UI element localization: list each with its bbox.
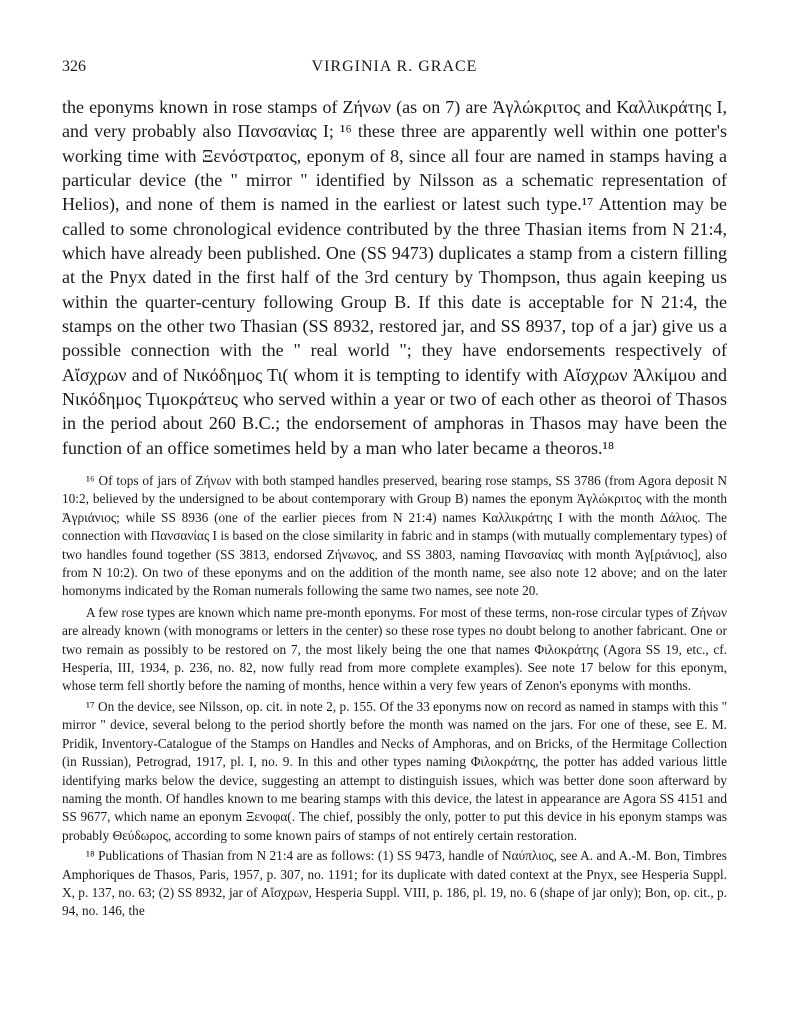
page-header (62, 58, 727, 82)
footnote-17: ¹⁷ On the device, see Nilsson, op. cit. in note 2, p. 155. Of the 33 eponyms now on record as named in stamps with this " mirror " device, several belong to the period shortly before the month was named on the jars. For one of these, see E. M. Pridik, Inventory-Catalogue of the Stamps on Handles and Necks of Amphoras, and on Bricks, of the Hermitage Collection (in Russian), Petrograd, 1917, pl. I, no. 9. In this and other types naming Φιλοκράτης, the potter has added various little identifying marks below the device, suggesting an attempt to distinguish issues, which was better done soon afterward by naming the month. Of handles known to me bearing stamps with this device, the latest in appearance are Agora SS 4151 and SS 9677, which name an eponym Ξενοφα(. The chief, possibly the only, potter to put this device in his eponym stamps was probably Θεύδωρος, according to some known pairs of stamps of not entirely certain restoration. (62, 698, 727, 843)
footnote-16: ¹⁶ Of tops of jars of Ζήνων with both stamped handles preserved, bearing rose stamps, SS 3786 (from Agora deposit N 10:2, believed by the undersigned to be about contemporary with Group B) names the eponym Ἀγλώκριτος with the month Ἀγριάνιος; while SS 8936 (one of the earlier pieces from N 21:4) names Καλλικράτης I with the month Δάλιος. The connection with Πανσανίας I is based on the close similarity in fabric and in stamps (with mutually complementary types) of two handles found together (SS 3813, endorsed Ζήνωνος, and SS 3803, naming Πανσανίας with month Ἀγ[ριάνιος], also from N 10:2). On two of these eponyms and on the addition of the month name, see also note 12 above; and on the later homonyms indicated by the Roman numerals following the same two names, see note 20. (62, 473, 727, 599)
page-number: 326 (62, 58, 86, 75)
footnote-16-continued: A few rose types are known which name pre-month eponyms. For most of these terms, non-rose circular types of Ζήνων are already known (with monograms or letters in the center) so these rose types no doubt belong to another fabricant. One or two remain as possibly to be restored on 7, the most likely being the one that names Φιλοκράτης (Agora SS 19, etc., cf. Hesperia, III, 1934, p. 236, no. 82, now fully read from more complete examples). See note 17 below for this eponym, whose term fell shortly before the naming of months, hence within a very few years of Zenon's eponyms with months. (62, 604, 727, 694)
footnote-18: ¹⁸ Publications of Thasian from N 21:4 are as follows: (1) SS 9473, handle of Ναύπλιος, see A. and A.-M. Bon, Timbres Amphoriques de Thasos, Paris, 1957, p. 307, no. 1191; for its duplicate with dated context at the Pnyx, see Hesperia Suppl. X, p. 137, no. 63; (2) SS 8932, jar of Αἴσχρων, Hesperia Suppl. VIII, p. 186, pl. 19, no. 6 (shape of jar only); Bon, op. cit., p. 94, no. 146, the (62, 848, 727, 919)
body-paragraph: the eponyms known in rose stamps of Ζήνων (as on 7) are Ἀγλώκριτος and Καλλικράτης I, and very probably also Πανσανίας I; ¹⁶ these three are apparently well within one potter's working time with Ξενόστρατος, eponym of 8, since all four are named in stamps having a particular device (the " mirror " identified by Nilsson as a schematic representation of Helios), and none of them is named in the earliest or latest such type.¹⁷ Attention may be called to some chronological evidence contributed by the three Thasian items from N 21:4, which have already been published. One (SS 9473) duplicates a stamp from a cistern filling at the Pnyx dated in the first half of the 3rd century by Thompson, thus again keeping us within the quarter-century following Group B. If this date is acceptable for N 21:4, the stamps on the other two Thasian (SS 8932, restored jar, and SS 8937, top of a jar) give us a possible connection with the " real world "; they have endorsements respectively of Αἴσχρων and of Νικόδημος Τι( whom it is tempting to identify with Αἴσχρων Ἀλκίμου and Νικόδημος Τιμοκράτευς who served within a year or two of each other as theoroi of Thasos in the period about 260 B.C.; the endorsement of amphoras in Thasos may have been the function of an office sometimes held by a man who later became a theoros.¹⁸ (62, 97, 727, 458)
footnotes (62, 472, 727, 923)
running-head: VIRGINIA R. GRACE (311, 58, 478, 75)
